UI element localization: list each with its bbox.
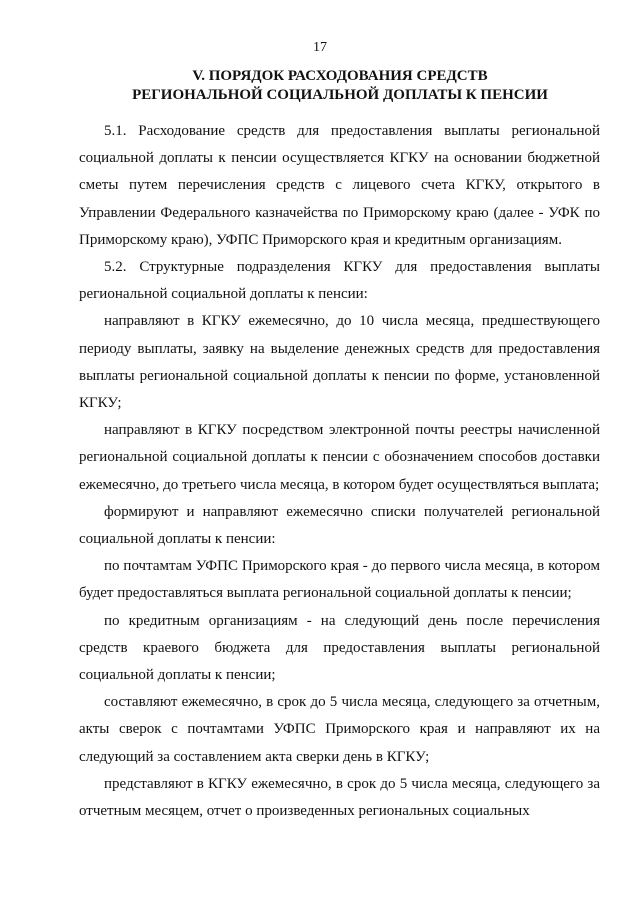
paragraph-5-1: 5.1. Расходование средств для предоставления выплаты региональной социальной доплаты к пенсии осуществляется КГКУ на основании бюджетной сметы путем перечисления средств с лицевого счета КГКУ, открытого в Управлении Федерального казначейства по Приморскому краю (далее - УФК по Приморскому краю), УФПС Приморского края и кредитным организациям. <box>79 123 600 248</box>
list-item-monthly-report: представляют в КГКУ ежемесячно, в срок до 5 числа месяца, следующего за отчетным месяцем, отчет о произведенных региональных социальных <box>79 775 600 820</box>
section-heading-line-2: РЕГИОНАЛЬНОЙ СОЦИАЛЬНОЙ ДОПЛАТЫ К ПЕНСИИ <box>132 87 548 103</box>
list-item-reconciliation-acts: составляют ежемесячно, в срок до 5 числа месяца, следующего за отчетным, акты сверок с почтамтами УФПС Приморского края и направляют их на следующий за составлением акта сверки день в КГКУ; <box>79 694 600 765</box>
list-item-post-offices: по почтамтам УФПС Приморского края - до первого числа месяца, в котором будет предоставляться выплата региональной социальной доплаты к пенсии; <box>79 558 600 602</box>
list-item-request: направляют в КГКУ ежемесячно, до 10 числа месяца, предшествующего периоду выплаты, заявку на выделение денежных средств для предоставления выплаты региональной социальной доплаты к пенсии по форме, установленной КГКУ; <box>79 313 600 412</box>
list-item-registries: направляют в КГКУ посредством электронной почты реестры начисленной региональной социальной доплаты к пенсии с обозначением способов доставки ежемесячно, до третьего числа месяца, в котором будет осуществляться выплата; <box>79 422 600 493</box>
section-heading <box>80 67 600 105</box>
document-body <box>79 118 600 825</box>
list-item-recipient-lists: формируют и направляют ежемесячно списки получателей региональной социальной доплаты к пенсии: <box>79 503 600 548</box>
section-heading-line-1: V. ПОРЯДОК РАСХОДОВАНИЯ СРЕДСТВ <box>192 68 488 84</box>
list-item-credit-organizations: по кредитным организациям - на следующий день после перечисления средств краевого бюджета для предоставления выплаты региональной социальной доплаты к пенсии; <box>79 612 600 684</box>
page-number: 17 <box>313 40 327 55</box>
paragraph-5-2: 5.2. Структурные подразделения КГКУ для предоставления выплаты региональной социальной доплаты к пенсии: <box>79 259 600 303</box>
